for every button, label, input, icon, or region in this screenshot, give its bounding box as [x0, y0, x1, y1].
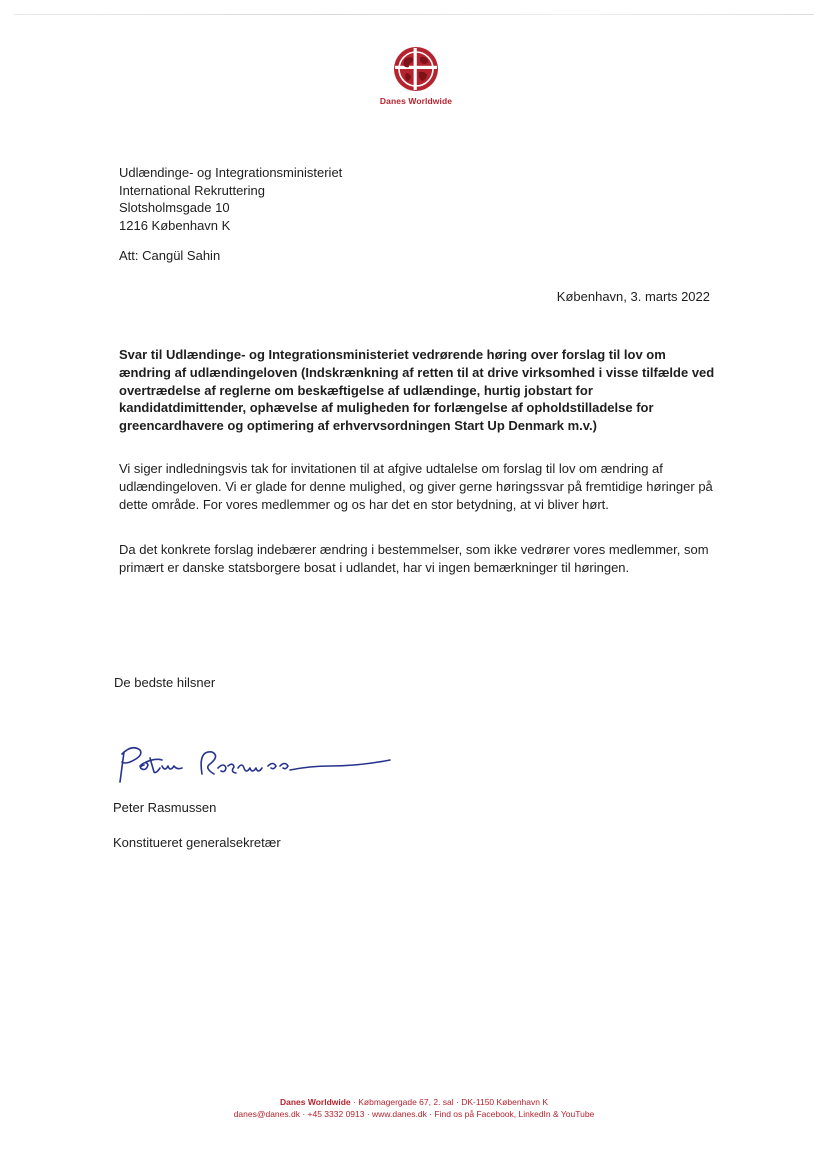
- letterhead-org-name: Danes Worldwide: [379, 96, 453, 106]
- letter-footer: [0, 1096, 828, 1120]
- letter-date: København, 3. marts 2022: [556, 289, 710, 304]
- body-paragraph: Da det konkrete forslag indebærer ændring i bestemmelser, som ikke vedrører vores medlemmer, som primært er danske statsborgere bosat i udlandet, har vi ingen bemærkninger til høringen.: [119, 542, 709, 576]
- letter-subject: Svar til Udlændinge- og Integrationsministeriet vedrørende høring over forslag til lov om ændring af udlændingeloven (Indskrænkning af retten til at drive virksomhed i visse tilfælde ved overtrædelse af reglerne om beskæftigelse af udlændinge, hurtig jobstart for kandidatdimittender, ophævelse af muligheden for forlængelse af opholdstilladelse for greencardhavere og optimering af erhvervsordningen Start Up Denmark m.v.): [119, 347, 715, 434]
- signer-name: Peter Rasmussen: [113, 800, 217, 815]
- footer-org-name: Danes Worldwide: [279, 1097, 351, 1107]
- address-line: International Rekruttering: [119, 182, 265, 198]
- scan-edge-line: [14, 14, 814, 15]
- attention-line: Att: Cangül Sahin: [119, 248, 221, 263]
- footer-contact-line: danes@danes.dk · +45 3332 0913 · www.danes.dk · Find os på Facebook, LinkedIn & YouTube: [233, 1109, 595, 1119]
- globe-icon: [392, 45, 440, 93]
- recipient-address: [119, 164, 342, 234]
- footer-address-line: [0, 1096, 828, 1108]
- closing-salutation: De bedste hilsner: [114, 675, 216, 690]
- letterhead-logo: [371, 45, 461, 106]
- signer-title: Konstitueret generalsekretær: [113, 835, 281, 850]
- address-line: Udlændinge- og Integrationsministeriet: [119, 165, 343, 180]
- handwritten-signature: [110, 736, 400, 796]
- address-line: Slotsholmsgade 10: [119, 200, 230, 215]
- body-paragraph: Vi siger indledningsvis tak for invitationen til at afgive udtalelse om forslag til lov om ændring af udlændingeloven. Vi er glade for denne mulighed, og giver gerne høringssvar på fremtidige høringer på dette område. For vores medlemmer og os har det en stor betydning, at vi bliver hørt.: [119, 461, 713, 513]
- footer-address: · Købmagergade 67, 2. sal · DK-1150 København K: [350, 1097, 549, 1107]
- address-line: 1216 København K: [119, 217, 231, 233]
